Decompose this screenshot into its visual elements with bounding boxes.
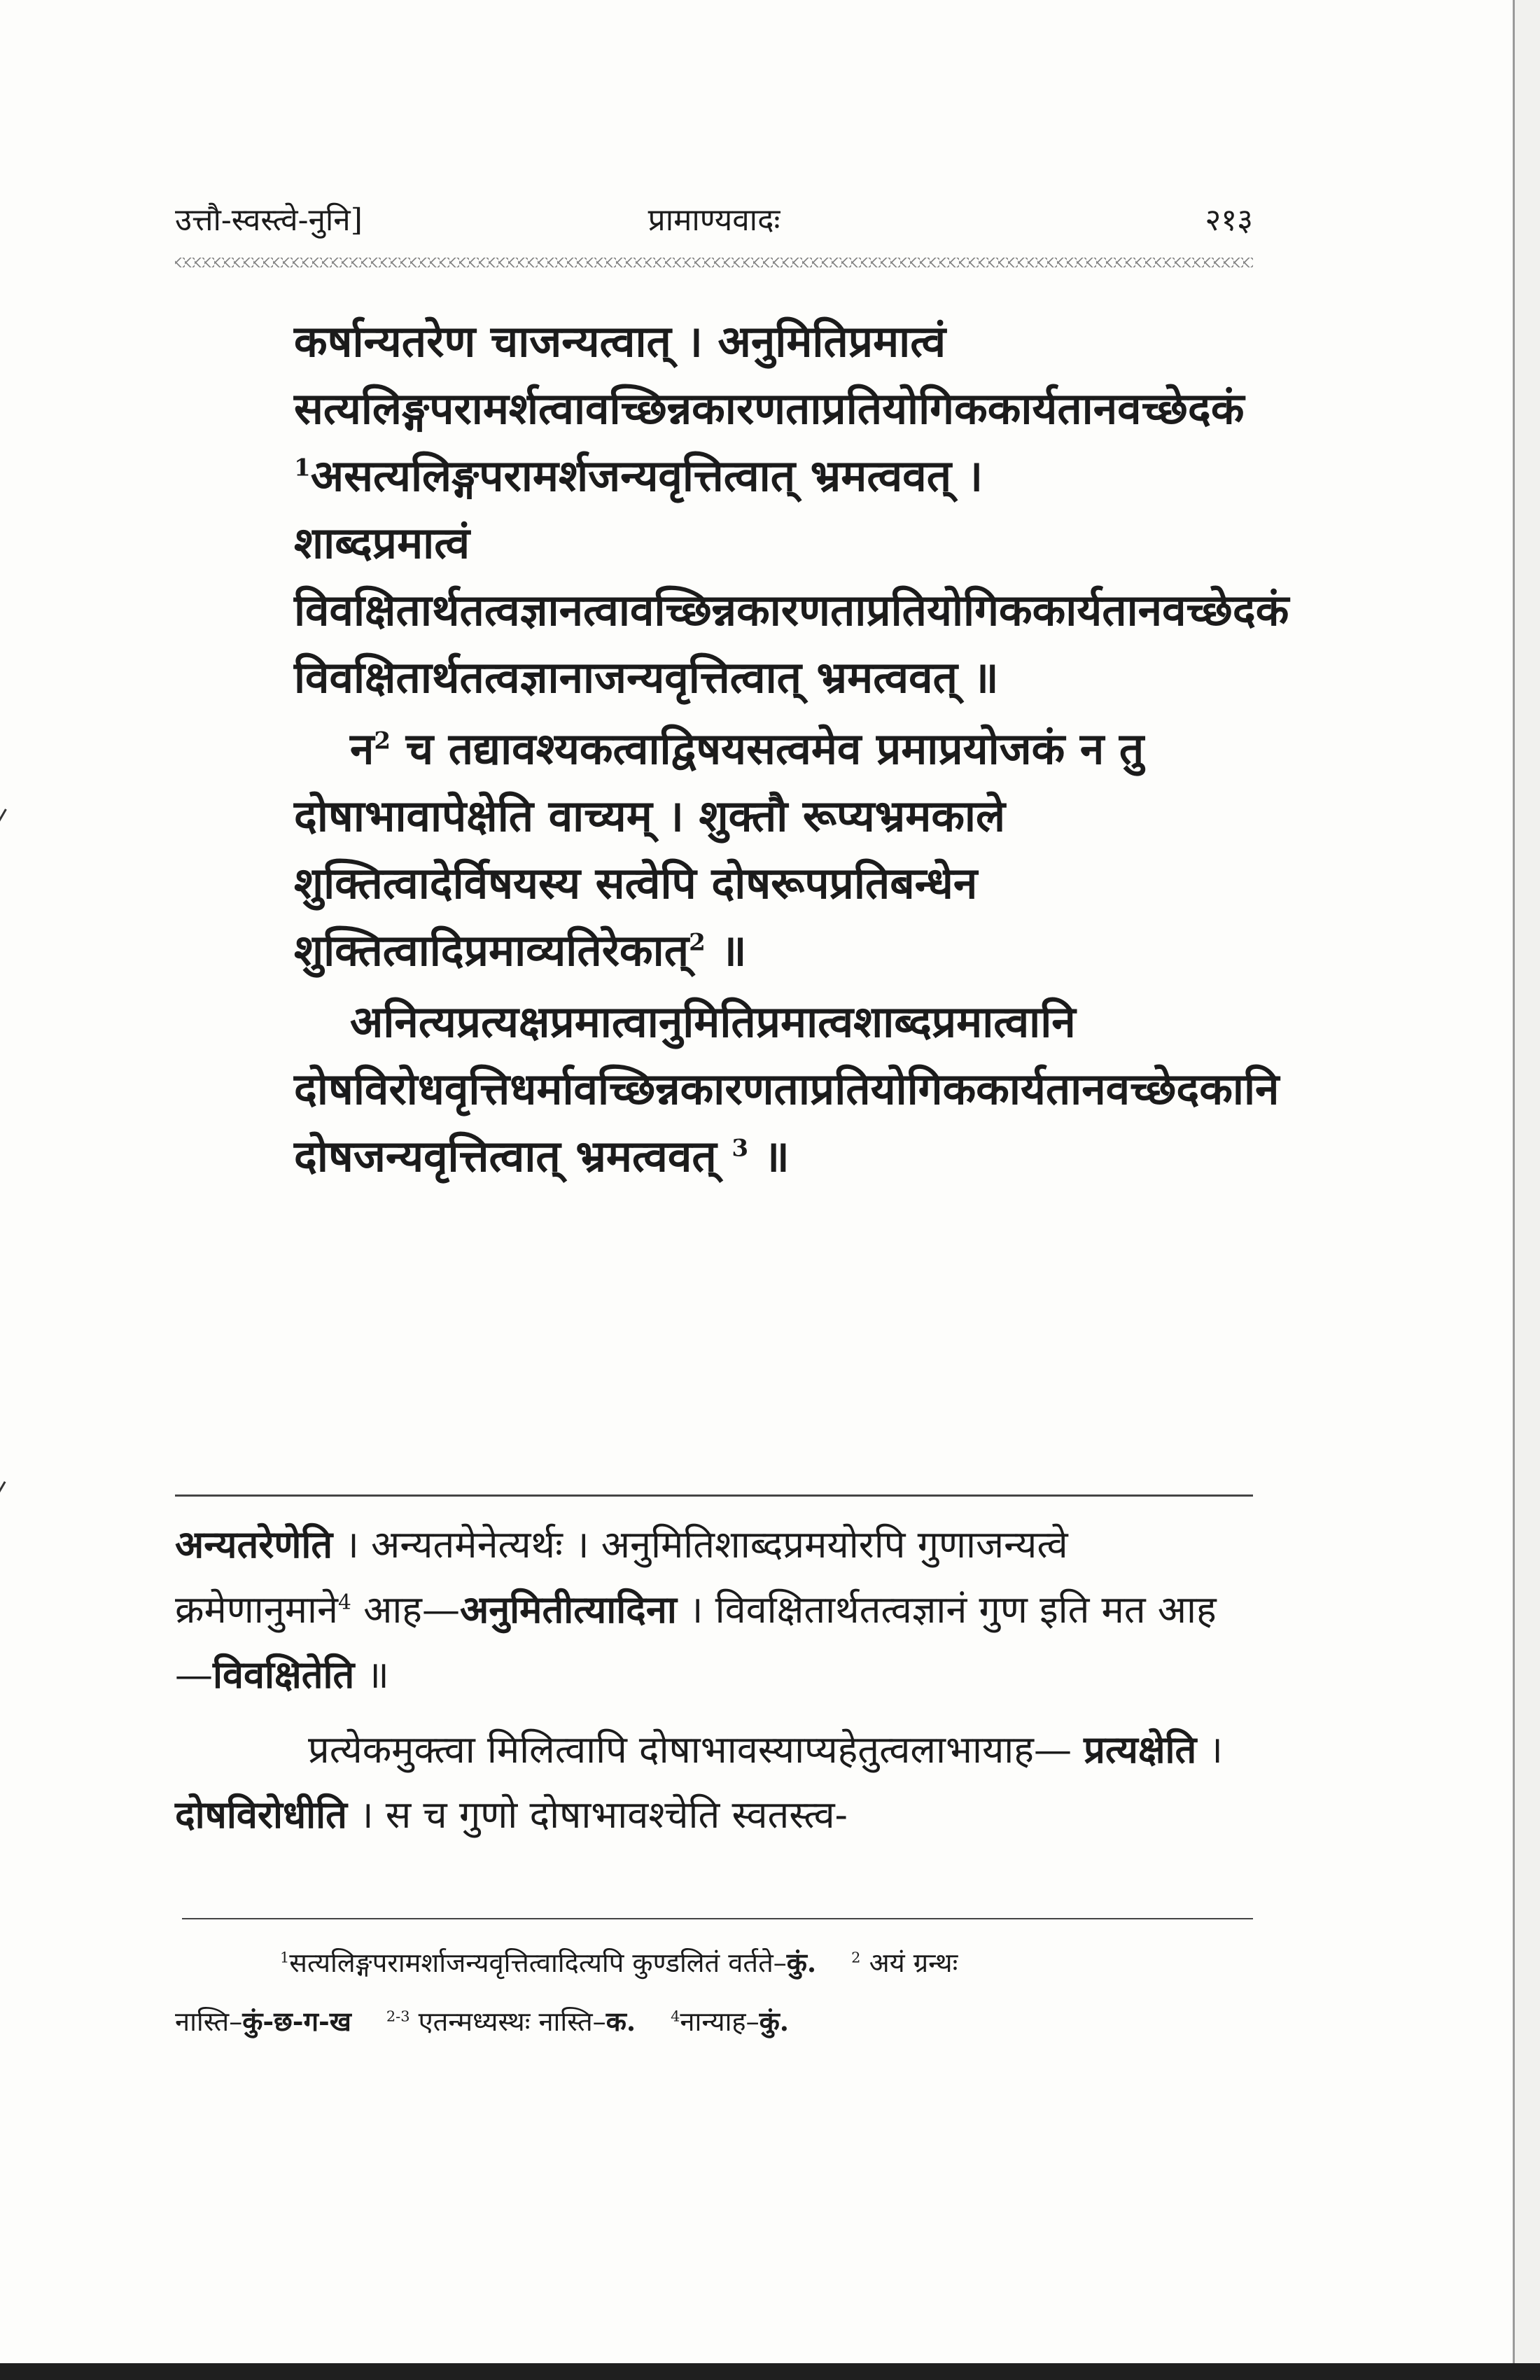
main-paragraph-3: अनित्यप्रत्यक्षप्रमात्वानुमितिप्रमात्वशाब्दप्रमात्वानि दोषविरोधवृत्तिधर्मावच्छिन्नकारणताप्रतियोगिककार्यतानवच्छेदकानि दोषजन्यवृत्तित्वात् भ्रमत्ववत् $^3$ ॥ bbox=[294, 996, 1280, 1182]
header-section-ref: उत्तौ-स्वस्त्वे-नुनि] bbox=[175, 202, 363, 238]
footnote-ref: 4 bbox=[338, 1590, 351, 1615]
commentary-divider bbox=[175, 1494, 1253, 1497]
commentary-paragraph-1: अन्यतरेणेति । अन्यतमेनेत्यर्थः । अनुमितिशाब्दप्रमयोरपि गुणाजन्यत्वे क्रमेणानुमाने$^4$ आह—अनुमितीत्यादिना । विवक्षितार्थतत्वज्ञानं गुण इति मत आह—विवक्षितेति ॥ bbox=[175, 1522, 1217, 1697]
page-edge-bottom bbox=[0, 2363, 1540, 2380]
main-text bbox=[294, 308, 1289, 1190]
main-paragraph-2: न$^2$ च तद्यावश्यकत्वाद्विषयसत्वमेव प्रमाप्रयोजकं न तु दोषाभावापेक्षेति वाच्यम् । शुक्तौ रूप्यभ्रमकाले शुक्तित्वादेर्विषयस्य सत्वेपि दोषरूपप्रतिबन्धेन शुक्तित्वादिप्रमाव्यतिरेकात्$^2$ ॥ bbox=[294, 723, 1144, 976]
margin-mark bbox=[0, 808, 20, 831]
footnote-line-2: नास्ति–कुं-छ-ग-ख $^{2-3}$ एतन्मध्यस्थः नास्ति–क. $^4$नान्याह–कुं. bbox=[175, 2005, 790, 2037]
footnotes bbox=[175, 1933, 1253, 2051]
header-title: प्रामाण्यवादः bbox=[648, 202, 780, 238]
footnote-ref: 2 bbox=[374, 727, 391, 755]
main-paragraph-1: कर्षान्यतरेण चाजन्यत्वात् । अनुमितिप्रमात्वं सत्यलिङ्गपरामर्शत्वावच्छिन्नकारणताप्रतियोगिककार्यतानवच्छेदकं $^1$असत्यलिङ्गपरामर्शजन्यवृत्तित्वात् भ्रमत्ववत् । शाब्दप्रमात्वं विवक्षितार्थतत्वज्ञानत्वावच्छिन्नकारणताप्रतियोगिककार्यतानवच्छेदकं विवक्षितार्थतत्वज्ञानाजन्यवृत्तित्वात् भ्रमत्ववत् ॥ bbox=[294, 316, 1289, 703]
footnote-ref: 3 bbox=[732, 1134, 749, 1163]
margin-mark bbox=[0, 1481, 17, 1499]
page-edge-right bbox=[1513, 0, 1540, 2380]
page-number: २१३ bbox=[1205, 202, 1253, 238]
commentary-paragraph-2: प्रत्येकमुक्त्वा मिलित्वापि दोषाभावस्याप्यहेतुत्वलाभायाह— प्रत्यक्षेति । दोषविरोधीति । स च गुणो दोषाभावश्चेति स्वतस्त्व- bbox=[175, 1727, 1223, 1837]
footnote-line-1: $^1$सत्यलिङ्गपरामर्शाजन्यवृत्तित्वादित्यपि कुण्डलितं वर्तते–कुं. $^2$ अयं ग्रन्थः bbox=[280, 1947, 958, 1978]
footnote-divider bbox=[182, 1918, 1253, 1919]
footnote-ref: 1 bbox=[294, 454, 311, 482]
footnote-ref: 2 bbox=[689, 928, 706, 957]
running-header bbox=[175, 197, 1253, 239]
header-wavy-rule bbox=[175, 258, 1253, 267]
commentary-text bbox=[175, 1512, 1253, 1847]
